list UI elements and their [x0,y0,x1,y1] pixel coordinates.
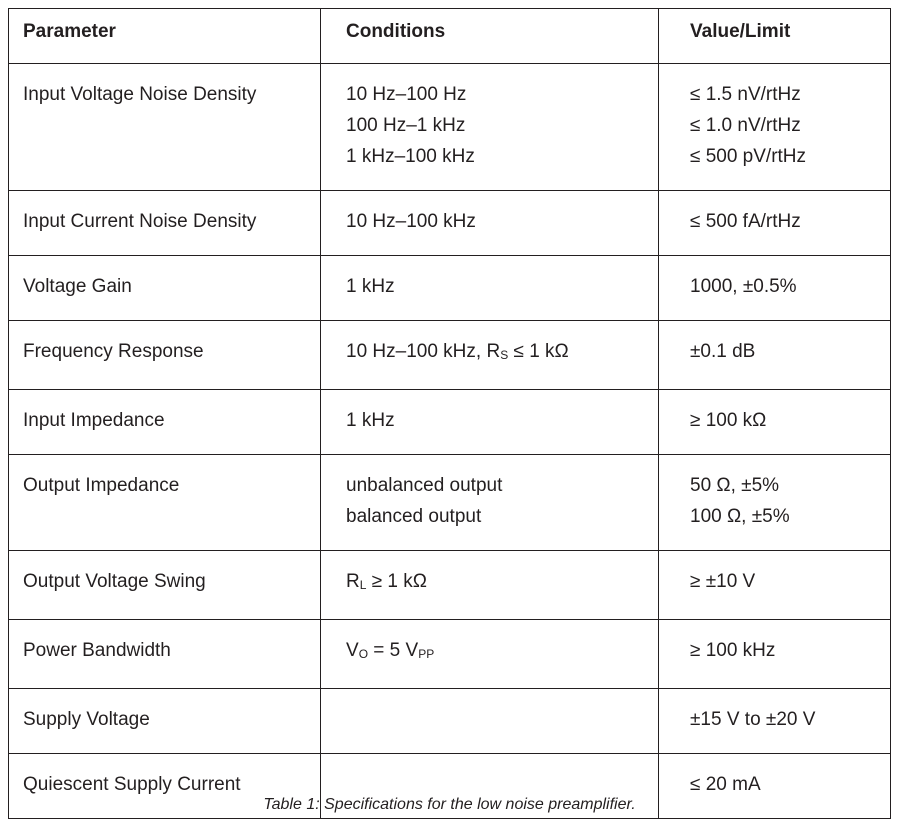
conditions-cell [321,390,659,455]
value-line: ≤ 1.0 nV/rtHz [690,115,801,136]
condition-line: 1 kHz [346,410,395,431]
conditions-cell [321,191,659,256]
parameter-cell: Input Current Noise Density [9,191,321,256]
condition-line: 10 Hz–100 kHz [346,211,476,232]
condition-text: ≥ 1 kΩ [366,571,427,592]
value-line: ≥ 100 kHz [690,640,776,661]
value-limit-cell [659,455,891,551]
value-limit-cell [659,191,891,256]
conditions-cell [321,64,659,191]
value-line: ≤ 20 mA [690,774,761,795]
condition-line: 100 Hz–1 kHz [346,115,466,136]
conditions-cell [321,256,659,321]
condition-line: 1 kHz–100 kHz [346,146,475,167]
value-line: ±15 V to ±20 V [690,709,816,730]
table-caption: Table 1: Specifications for the low noise preamplifier. [263,796,636,813]
header-value-limit: Value/Limit [659,9,891,64]
conditions-cell [321,689,659,754]
condition-subscript: S [500,348,509,362]
table-header [9,9,891,64]
condition-line: balanced output [346,506,482,527]
conditions-cell [321,620,659,689]
table-body [9,64,891,819]
parameter-cell: Power Bandwidth [9,620,321,689]
table-row [9,620,891,689]
table-row [9,689,891,754]
table-row [9,191,891,256]
header-row [9,9,891,64]
condition-line [346,336,644,371]
parameter-cell: Frequency Response [9,321,321,390]
value-limit-cell [659,551,891,620]
parameter-cell: Input Voltage Noise Density [9,64,321,191]
table-row [9,64,891,191]
condition-line: unbalanced output [346,475,503,496]
value-limit-cell [659,390,891,455]
parameter-cell: Supply Voltage [9,689,321,754]
condition-line: 1 kHz [346,276,395,297]
parameter-cell: Output Voltage Swing [9,551,321,620]
value-line: 100 Ω, ±5% [690,506,790,527]
condition-text: V [346,640,359,661]
value-line: ≤ 1.5 nV/rtHz [690,84,801,105]
condition-text: R [346,571,360,592]
conditions-cell [321,551,659,620]
value-line: 50 Ω, ±5% [690,475,780,496]
value-line: ±0.1 dB [690,341,756,362]
parameter-cell: Output Impedance [9,455,321,551]
condition-subscript: PP [418,647,435,661]
condition-subscript: O [358,647,369,661]
conditions-cell [321,455,659,551]
specifications-table [8,8,891,819]
table-row [9,321,891,390]
value-line: 1000, ±0.5% [690,276,797,297]
parameter-cell: Quiescent Supply Current [9,754,321,819]
condition-line [346,566,644,601]
value-limit-cell [659,689,891,754]
condition-subscript: L [359,578,367,592]
condition-line: 10 Hz–100 Hz [346,84,467,105]
value-limit-cell [659,256,891,321]
header-parameter: Parameter [9,9,321,64]
table-row [9,390,891,455]
value-line: ≤ 500 pV/rtHz [690,146,807,167]
condition-text: = 5 V [368,640,419,661]
condition-text: 10 Hz–100 kHz, R [346,341,501,362]
condition-line [346,635,644,670]
value-limit-cell [659,321,891,390]
value-limit-cell [659,620,891,689]
table-row [9,256,891,321]
conditions-cell [321,321,659,390]
parameter-cell: Input Impedance [9,390,321,455]
table-row [9,551,891,620]
header-conditions: Conditions [321,9,659,64]
value-line: ≤ 500 fA/rtHz [690,211,801,232]
value-line: ≥ 100 kΩ [690,410,767,431]
parameter-cell: Voltage Gain [9,256,321,321]
value-limit-cell [659,64,891,191]
condition-text: ≤ 1 kΩ [508,341,569,362]
value-line: ≥ ±10 V [690,571,756,592]
table-row [9,455,891,551]
